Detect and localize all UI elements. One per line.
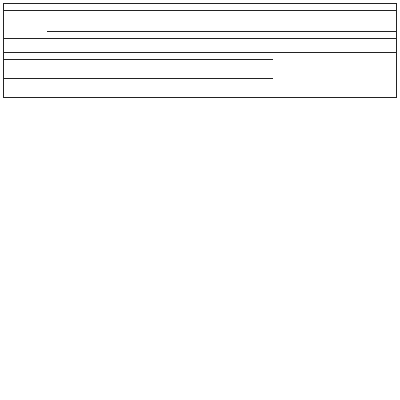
h-rule	[3, 52, 397, 53]
h-rule	[3, 59, 273, 60]
h-rule	[3, 38, 397, 39]
h-rule	[47, 31, 397, 32]
h-rule	[3, 10, 397, 11]
header-frame	[3, 3, 397, 98]
h-rule	[3, 78, 273, 79]
